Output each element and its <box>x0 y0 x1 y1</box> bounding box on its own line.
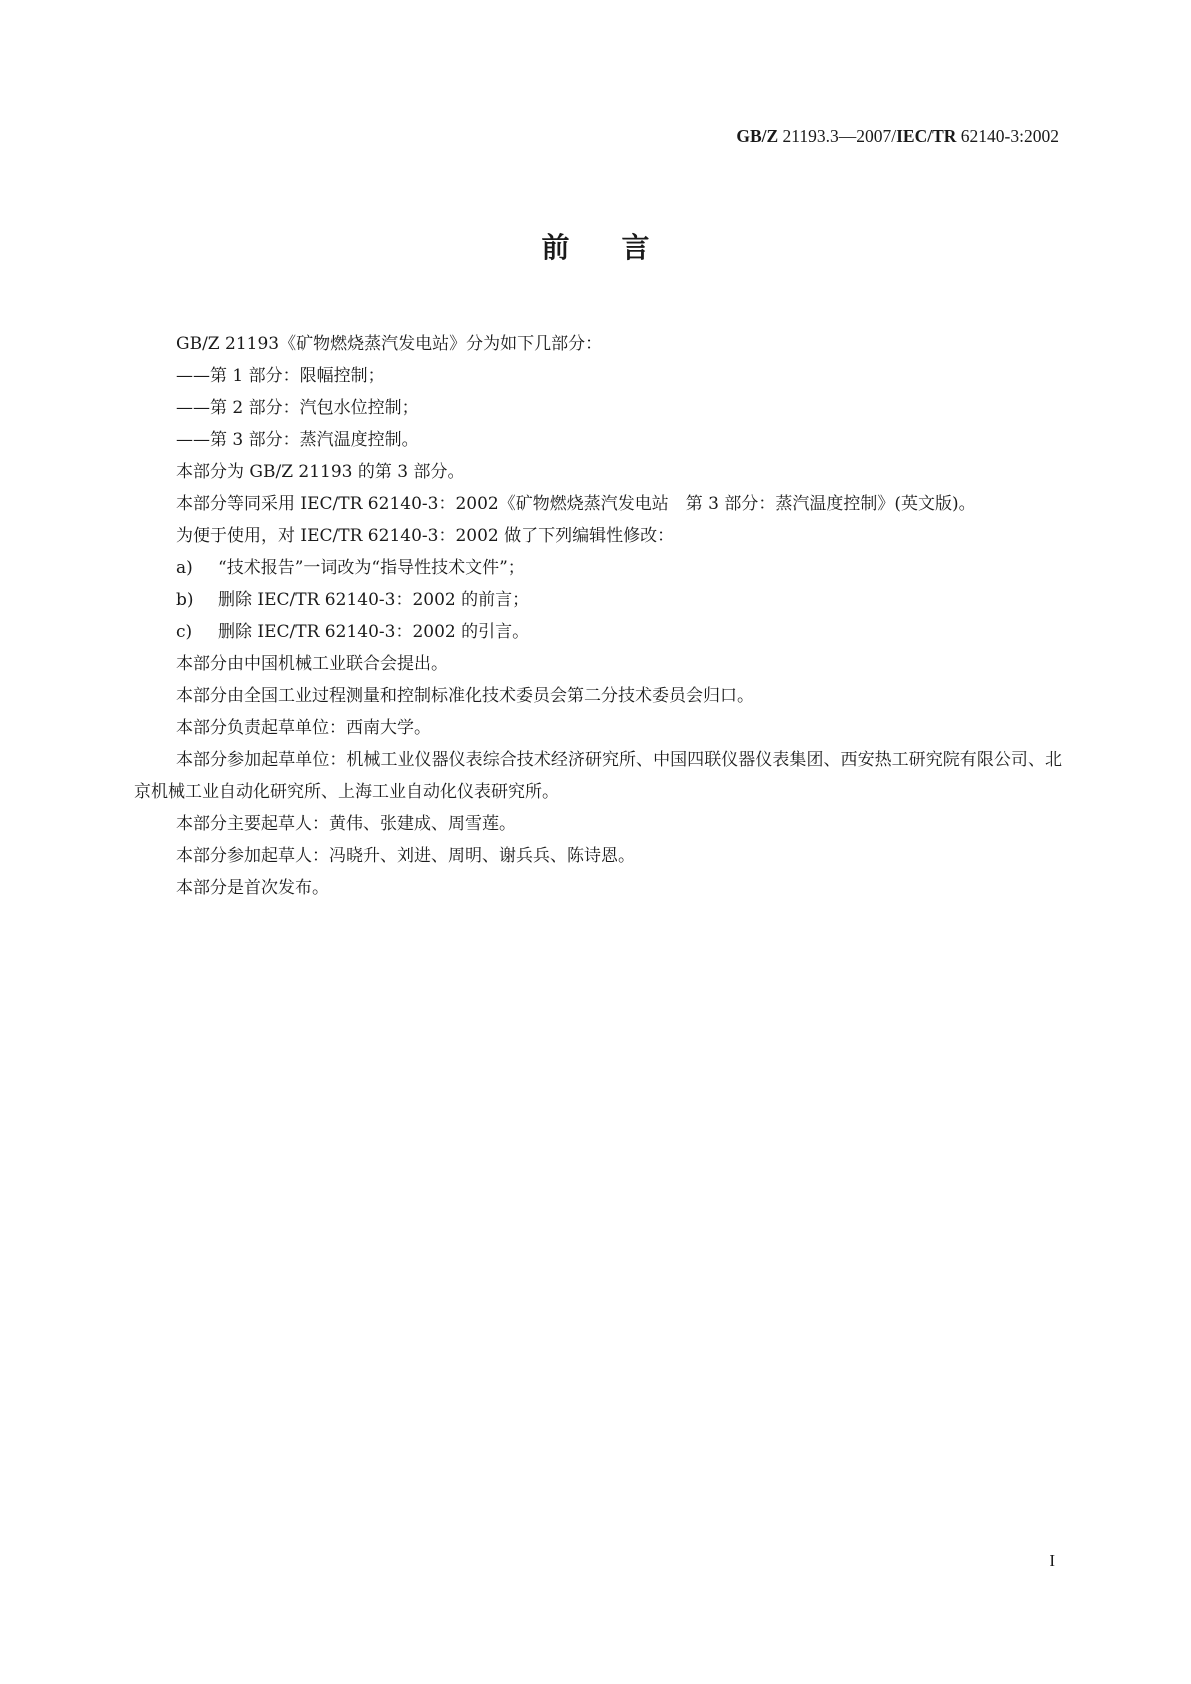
paragraph: 本部分参加起草人：冯晓升、刘进、周明、谢兵兵、陈诗恩。 <box>176 846 635 866</box>
list-item-mark: a) <box>176 558 193 578</box>
paragraph: ——第 2 部分：汽包水位控制； <box>176 398 419 418</box>
paragraph: 本部分参加起草单位：机械工业仪器仪表综合技术经济研究所、中国四联仪器仪表集团、西安热工研究院有限公司、北京机械工业自动化研究所、上海工业自动化仪表研究所。 <box>134 750 1062 802</box>
list-item-text: 删除 IEC/TR 62140-3：2002 的前言； <box>218 590 530 610</box>
page-number: I <box>1049 1551 1055 1570</box>
standard-code <box>736 126 1059 147</box>
paragraph: 本部分负责起草单位：西南大学。 <box>176 718 431 738</box>
list-item-mark: c) <box>176 622 193 642</box>
paragraph: 为便于使用，对 IEC/TR 62140-3：2002 做了下列编辑性修改： <box>176 526 675 546</box>
list-item <box>134 584 1062 616</box>
paragraph: 本部分为 GB/Z 21193 的第 3 部分。 <box>176 462 465 482</box>
paragraph: ——第 1 部分：限幅控制； <box>176 366 385 386</box>
list-item-text: 删除 IEC/TR 62140-3：2002 的引言。 <box>218 622 530 642</box>
paragraph: 本部分是首次发布。 <box>176 878 329 898</box>
paragraph: 本部分由全国工业过程测量和控制标准化技术委员会第二分技术委员会归口。 <box>176 686 754 706</box>
list-item <box>134 616 1062 648</box>
paragraph: ——第 3 部分：蒸汽温度控制。 <box>176 430 419 450</box>
list-item-mark: b) <box>176 590 194 610</box>
standard-code-part: IEC/TR <box>896 126 957 146</box>
standard-code-part: GB/Z <box>736 126 779 146</box>
paragraph: 本部分主要起草人：黄伟、张建成、周雪莲。 <box>176 814 516 834</box>
paragraph: GB/Z 21193《矿物燃烧蒸汽发电站》分为如下几部分： <box>176 334 603 354</box>
list-item-text: “技术报告”一词改为“指导性技术文件”； <box>218 558 525 578</box>
paragraph: 本部分等同采用 IEC/TR 62140-3：2002《矿物燃烧蒸汽发电站 第 3 部分：蒸汽温度控制》(英文版)。 <box>176 494 976 514</box>
paragraph: 本部分由中国机械工业联合会提出。 <box>176 654 448 674</box>
standard-code-part: 62140-3:2002 <box>956 126 1059 146</box>
page-title: 前言 <box>541 231 702 264</box>
standard-code-part: 21193.3—2007/ <box>778 126 897 146</box>
list-item <box>134 552 1062 584</box>
foreword-body <box>134 328 1062 904</box>
